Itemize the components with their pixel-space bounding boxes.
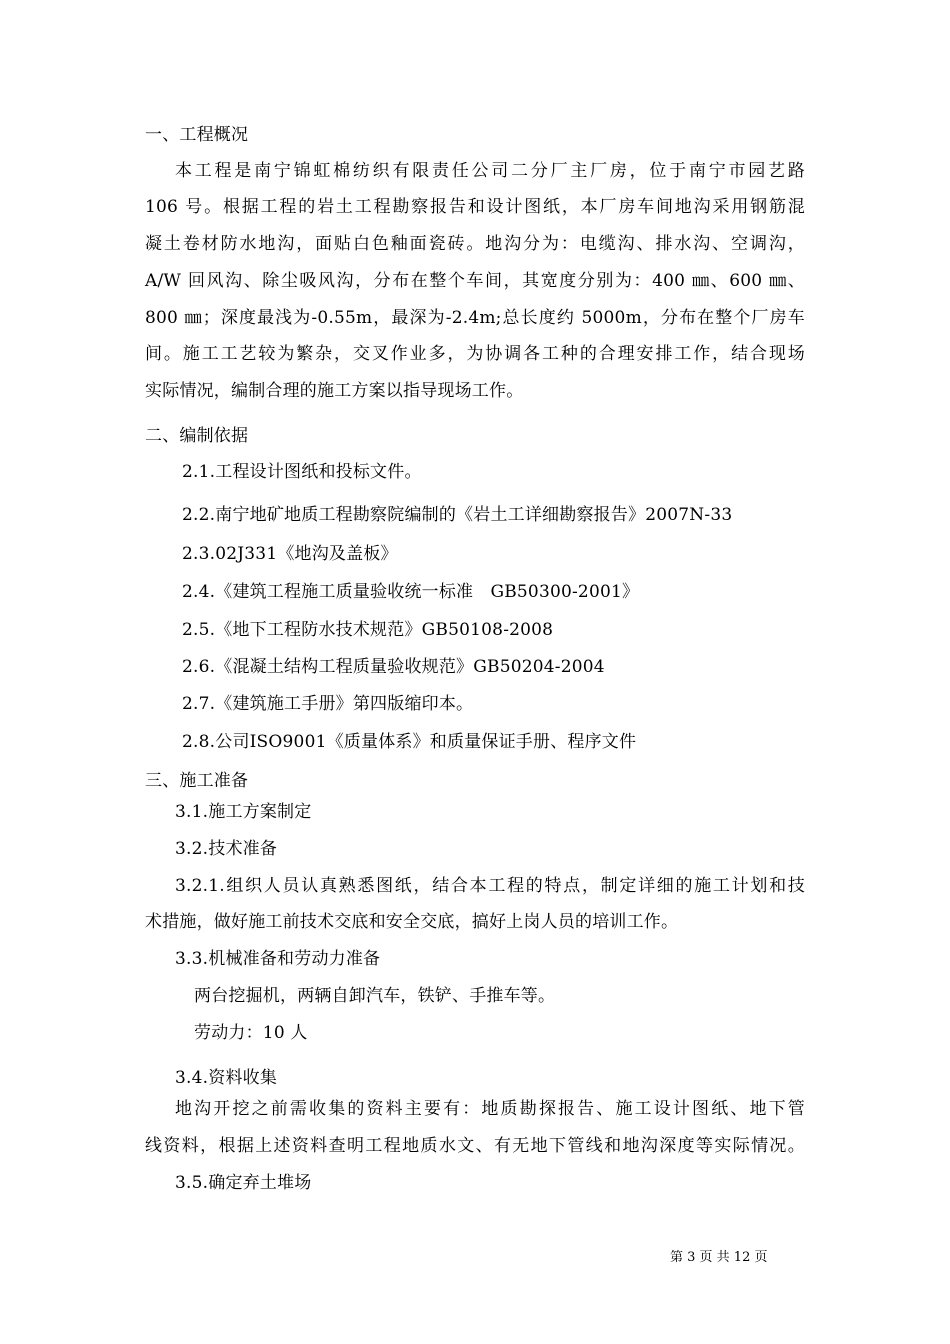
overview-line-7: 实际情况，编制合理的施工方案以指导现场工作。 <box>145 381 524 401</box>
prep-item-3-4-line-2: 线资料，根据上述资料查明工程地质水文、有无地下管线和地沟深度等实际情况。 <box>145 1136 805 1156</box>
page-number-footer: 第 3 页 共 12 页 <box>670 1250 768 1265</box>
prep-item-3-4: 3.4.资料收集 <box>175 1068 278 1088</box>
prep-machines: 两台挖掘机，两辆自卸汽车，铁铲、手推车等。 <box>194 986 556 1006</box>
prep-item-3-2-1-line-2: 术措施，做好施工前技术交底和安全交底，搞好上岗人员的培训工作。 <box>145 912 679 932</box>
overview-line-4: A/W 回风沟、除尘吸风沟，分布在整个车间，其宽度分别为：400 ㎜、600 ㎜、 <box>145 271 805 291</box>
section-heading-preparation: 三、施工准备 <box>145 771 249 791</box>
overview-line-2: 106 号。根据工程的岩土工程勘察报告和设计图纸，本厂房车间地沟采用钢筋混 <box>145 197 805 217</box>
prep-item-3-2: 3.2.技术准备 <box>175 839 278 859</box>
prep-item-3-2-1-line-1: 3.2.1.组织人员认真熟悉图纸，结合本工程的特点，制定详细的施工计划和技 <box>175 876 805 896</box>
overview-line-3: 凝土卷材防水地沟，面贴白色釉面瓷砖。地沟分为：电缆沟、排水沟、空调沟， <box>145 234 805 254</box>
basis-item-2-2: 2.2.南宁地矿地质工程勘察院编制的《岩土工详细勘察报告》2007N-33 <box>182 505 733 525</box>
overview-line-1: 本工程是南宁锦虹棉纺织有限责任公司二分厂主厂房，位于南宁市园艺路 <box>175 161 805 181</box>
overview-line-5: 800 ㎜；深度最浅为-0.55m，最深为-2.4m;总长度约 5000m，分布在整个厂房车 <box>145 308 805 328</box>
section-heading-overview: 一、工程概况 <box>145 125 249 145</box>
prep-item-3-4-line-1: 地沟开挖之前需收集的资料主要有：地质勘探报告、施工设计图纸、地下管 <box>175 1099 805 1119</box>
basis-item-2-8: 2.8.公司ISO9001《质量体系》和质量保证手册、程序文件 <box>182 732 637 752</box>
basis-item-2-5: 2.5.《地下工程防水技术规范》GB50108-2008 <box>182 620 554 640</box>
prep-labor: 劳动力：10 人 <box>194 1023 308 1043</box>
overview-line-6: 间。施工工艺较为繁杂，交叉作业多，为协调各工种的合理安排工作，结合现场 <box>145 344 805 364</box>
basis-item-2-6: 2.6.《混凝土结构工程质量验收规范》GB50204-2004 <box>182 657 605 677</box>
basis-item-2-4: 2.4.《建筑工程施工质量验收统一标准 GB50300-2001》 <box>182 582 640 602</box>
basis-item-2-1: 2.1.工程设计图纸和投标文件。 <box>182 462 422 482</box>
prep-item-3-5: 3.5.确定弃土堆场 <box>175 1173 312 1193</box>
section-heading-basis: 二、编制依据 <box>145 426 249 446</box>
basis-item-2-3: 2.3.02J331《地沟及盖板》 <box>182 544 398 564</box>
prep-item-3-3: 3.3.机械准备和劳动力准备 <box>175 949 381 969</box>
prep-item-3-1: 3.1.施工方案制定 <box>175 802 312 822</box>
basis-item-2-7: 2.7.《建筑施工手册》第四版缩印本。 <box>182 694 474 714</box>
